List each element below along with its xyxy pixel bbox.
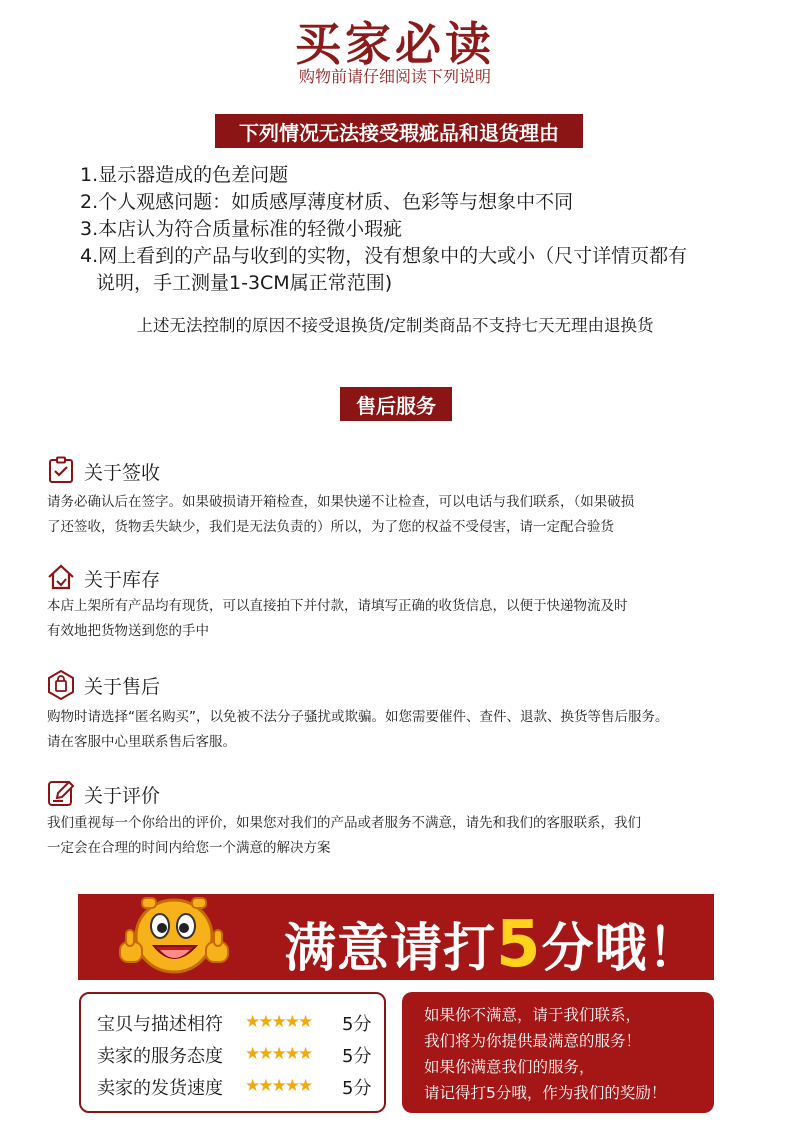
message-line: 如果你不满意，请于我们联系， bbox=[424, 1006, 642, 1024]
page-subtitle: 购物前请仔细阅读下列说明 bbox=[298, 67, 491, 86]
list-item: 3.本店认为符合质量标准的轻微小瑕疵 bbox=[80, 218, 403, 240]
rating-label: 宝贝与描述相符 bbox=[97, 1014, 223, 1035]
section-stock-body bbox=[47, 594, 762, 644]
list-item: 4.网上看到的产品与收到的实物，没有想象中的大或小（尺寸详情页都有 bbox=[80, 245, 688, 267]
section-title: 关于签收 bbox=[84, 462, 161, 484]
rating-banner bbox=[78, 894, 714, 980]
satisfaction-message bbox=[402, 992, 714, 1113]
section-sign-body bbox=[47, 490, 762, 540]
rating-label: 卖家的发货速度 bbox=[97, 1078, 223, 1099]
message-line: 如果你满意我们的服务， bbox=[424, 1058, 595, 1076]
house-icon bbox=[47, 563, 75, 591]
list-item: 2.个人观感问题：如质感厚薄度材质、色彩等与想象中不同 bbox=[80, 191, 574, 213]
section-title: 关于库存 bbox=[84, 569, 161, 591]
rating-banner-number: 5 bbox=[496, 908, 542, 982]
section-title: 关于评价 bbox=[84, 785, 161, 807]
rating-score: 5分 bbox=[342, 1014, 372, 1035]
return-notice: 上述无法控制的原因不接受退换货/定制类商品不支持七天无理由退换货 bbox=[136, 316, 654, 335]
star-rating: ★★★★★ bbox=[245, 1076, 312, 1096]
page-title: 买家必读 bbox=[295, 17, 495, 71]
rating-banner-suffix: 分哦！ bbox=[541, 919, 701, 979]
rating-banner-prefix: 满意请打 bbox=[284, 919, 497, 979]
message-line: 请记得打5分哦，作为我们的奖励！ bbox=[424, 1084, 667, 1102]
section-text: 请务必确认后在签字。如果破损请开箱检查，如果快递不让检查，可以电话与我们联系，（如果破损 bbox=[47, 494, 635, 510]
rating-box bbox=[79, 992, 386, 1113]
section-text: 了还签收，货物丢失缺少，我们是无法负责的）所以，为了您的权益不受侵害，请一定配合验货 bbox=[47, 519, 614, 535]
section-text: 我们重视每一个你给出的评价，如果您对我们的产品或者服务不满意，请先和我们的客服联系，我们 bbox=[47, 815, 641, 831]
list-item: 1.显示器造成的色差问题 bbox=[80, 164, 289, 186]
section-title: 关于售后 bbox=[84, 676, 161, 698]
no-return-banner: 下列情况无法接受瑕疵品和退货理由 bbox=[216, 115, 582, 147]
section-text: 有效地把货物送到您的手中 bbox=[47, 623, 209, 639]
rating-score: 5分 bbox=[342, 1046, 372, 1067]
no-return-list bbox=[80, 162, 740, 297]
section-text: 购物时请选择“匿名购买”，以免被不法分子骚扰或欺骗。如您需要催件、查件、退款、换货等售后服务。 bbox=[47, 709, 669, 725]
after-sales-banner: 售后服务 bbox=[341, 388, 451, 420]
section-text: 本店上架所有产品均有现货，可以直接拍下并付款，请填写正确的收货信息，以便于快递物流及时 bbox=[47, 598, 628, 614]
shield-icon bbox=[47, 670, 75, 698]
section-text: 一定会在合理的时间内给您一个满意的解决方案 bbox=[47, 840, 331, 856]
section-text: 请在客服中心里联系售后客服。 bbox=[47, 734, 236, 750]
star-rating: ★★★★★ bbox=[245, 1012, 312, 1032]
rating-score: 5分 bbox=[342, 1078, 372, 1099]
star-rating: ★★★★★ bbox=[245, 1044, 312, 1064]
rating-label: 卖家的服务态度 bbox=[97, 1046, 223, 1067]
smiley-thumbs-up-icon bbox=[114, 884, 234, 986]
section-review-body bbox=[47, 811, 762, 861]
list-item-continuation: 说明，手工测量1-3CM属正常范围) bbox=[96, 272, 393, 294]
section-aftersale-body bbox=[47, 705, 762, 755]
edit-icon bbox=[47, 779, 75, 807]
rating-banner-text bbox=[284, 906, 701, 982]
message-line: 我们将为你提供最满意的服务！ bbox=[424, 1032, 642, 1050]
clipboard-check-icon bbox=[47, 456, 75, 484]
